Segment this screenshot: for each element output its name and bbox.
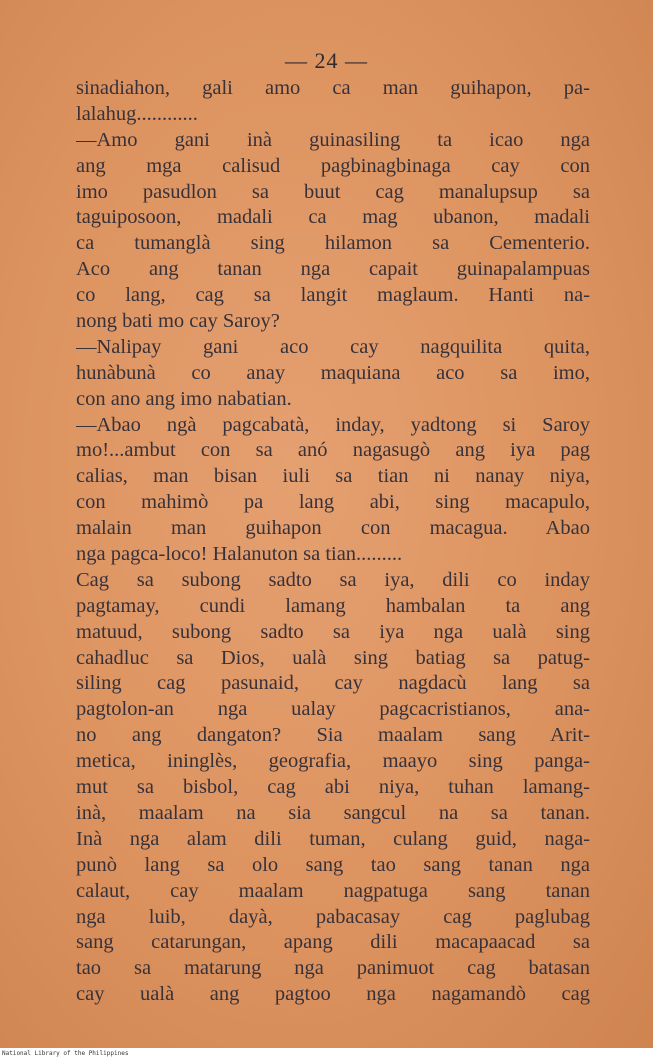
text-line: sinadiahon, gali amo ca man guihapon, pa-	[76, 77, 590, 99]
library-credit: National Library of the Philippines	[2, 1050, 129, 1057]
text-line: calias, man bisan iuli sa tian ni nanay niya,	[76, 465, 590, 488]
text-line: Aco ang tanan nga capait guinapalampuas	[76, 258, 590, 281]
text-line: cahadluc sa Dios, ualà sing batiag sa patug-	[76, 646, 590, 669]
text-line: nga pagca-loco! Halanuton sa tian.........	[76, 543, 403, 566]
text-line: pagtamay, cundi lamang hambalan ta ang	[76, 594, 590, 617]
text-line: con ano ang imo nabatian.	[76, 387, 292, 410]
text-line: imo pasudlon sa buut cag manalupsup sa	[76, 180, 590, 203]
text-line: nong bati mo cay Saroy?	[76, 310, 280, 333]
body-text	[76, 76, 590, 1008]
text-line: metica, ininglès, geografia, maayo sing panga-	[76, 750, 590, 773]
text-line: pagtolon-an nga ualay pagcacristianos, ana-	[76, 698, 590, 721]
text-line: matuud, subong sadto sa iya nga ualà sing	[76, 620, 590, 643]
text-line: malain man guihapon con macagua. Abao	[76, 517, 590, 540]
text-line: lalahug............	[76, 102, 198, 125]
text-line: tao sa matarung nga panimuot cag batasan	[76, 957, 590, 980]
text-line: —Amo gani inà guinasiling ta icao nga	[76, 128, 590, 151]
text-line: hunàbunà co anay maquiana aco sa imo,	[76, 361, 590, 384]
text-line: —Abao ngà pagcabatà, inday, yadtong si Saroy	[76, 413, 590, 436]
text-line: co lang, cag sa langit maglaum. Hanti na-	[76, 284, 590, 307]
text-line: Cag sa subong sadto sa iya, dili co inday	[76, 568, 590, 591]
text-line: siling cag pasunaid, cay nagdacù lang sa	[76, 672, 590, 695]
text-line: ca tumanglà sing hilamon sa Cementerio.	[76, 232, 590, 255]
text-line: Inà nga alam dili tuman, culang guid, naga-	[76, 827, 590, 850]
text-line: con mahimò pa lang abi, sing macapulo,	[76, 491, 590, 514]
text-line: cay ualà ang pagtoo nga nagamandò cag	[76, 983, 590, 1006]
text-line: mut sa bisbol, cag abi niya, tuhan lamang-	[76, 776, 590, 799]
text-line: punò lang sa olo sang tao sang tanan nga	[76, 853, 590, 876]
text-line: —Nalipay gani aco cay nagquilita quita,	[76, 335, 590, 358]
text-line: ang mga calisud pagbinagbinaga cay con	[76, 154, 590, 177]
text-line: mo!...ambut con sa anó nagasugò ang iya pag	[76, 439, 590, 462]
page-number: — 24 —	[285, 48, 368, 73]
text-line: sang catarungan, apang dili macapaacad sa	[76, 931, 590, 954]
text-line: no ang dangaton? Sia maalam sang Arit-	[76, 724, 590, 747]
text-line: taguiposoon, madali ca mag ubanon, madali	[76, 206, 590, 229]
text-line: calaut, cay maalam nagpatuga sang tanan	[76, 879, 590, 902]
text-line: inà, maalam na sia sangcul na sa tanan.	[76, 801, 590, 824]
text-line: nga luib, dayà, pabacasay cag paglubag	[76, 905, 590, 928]
